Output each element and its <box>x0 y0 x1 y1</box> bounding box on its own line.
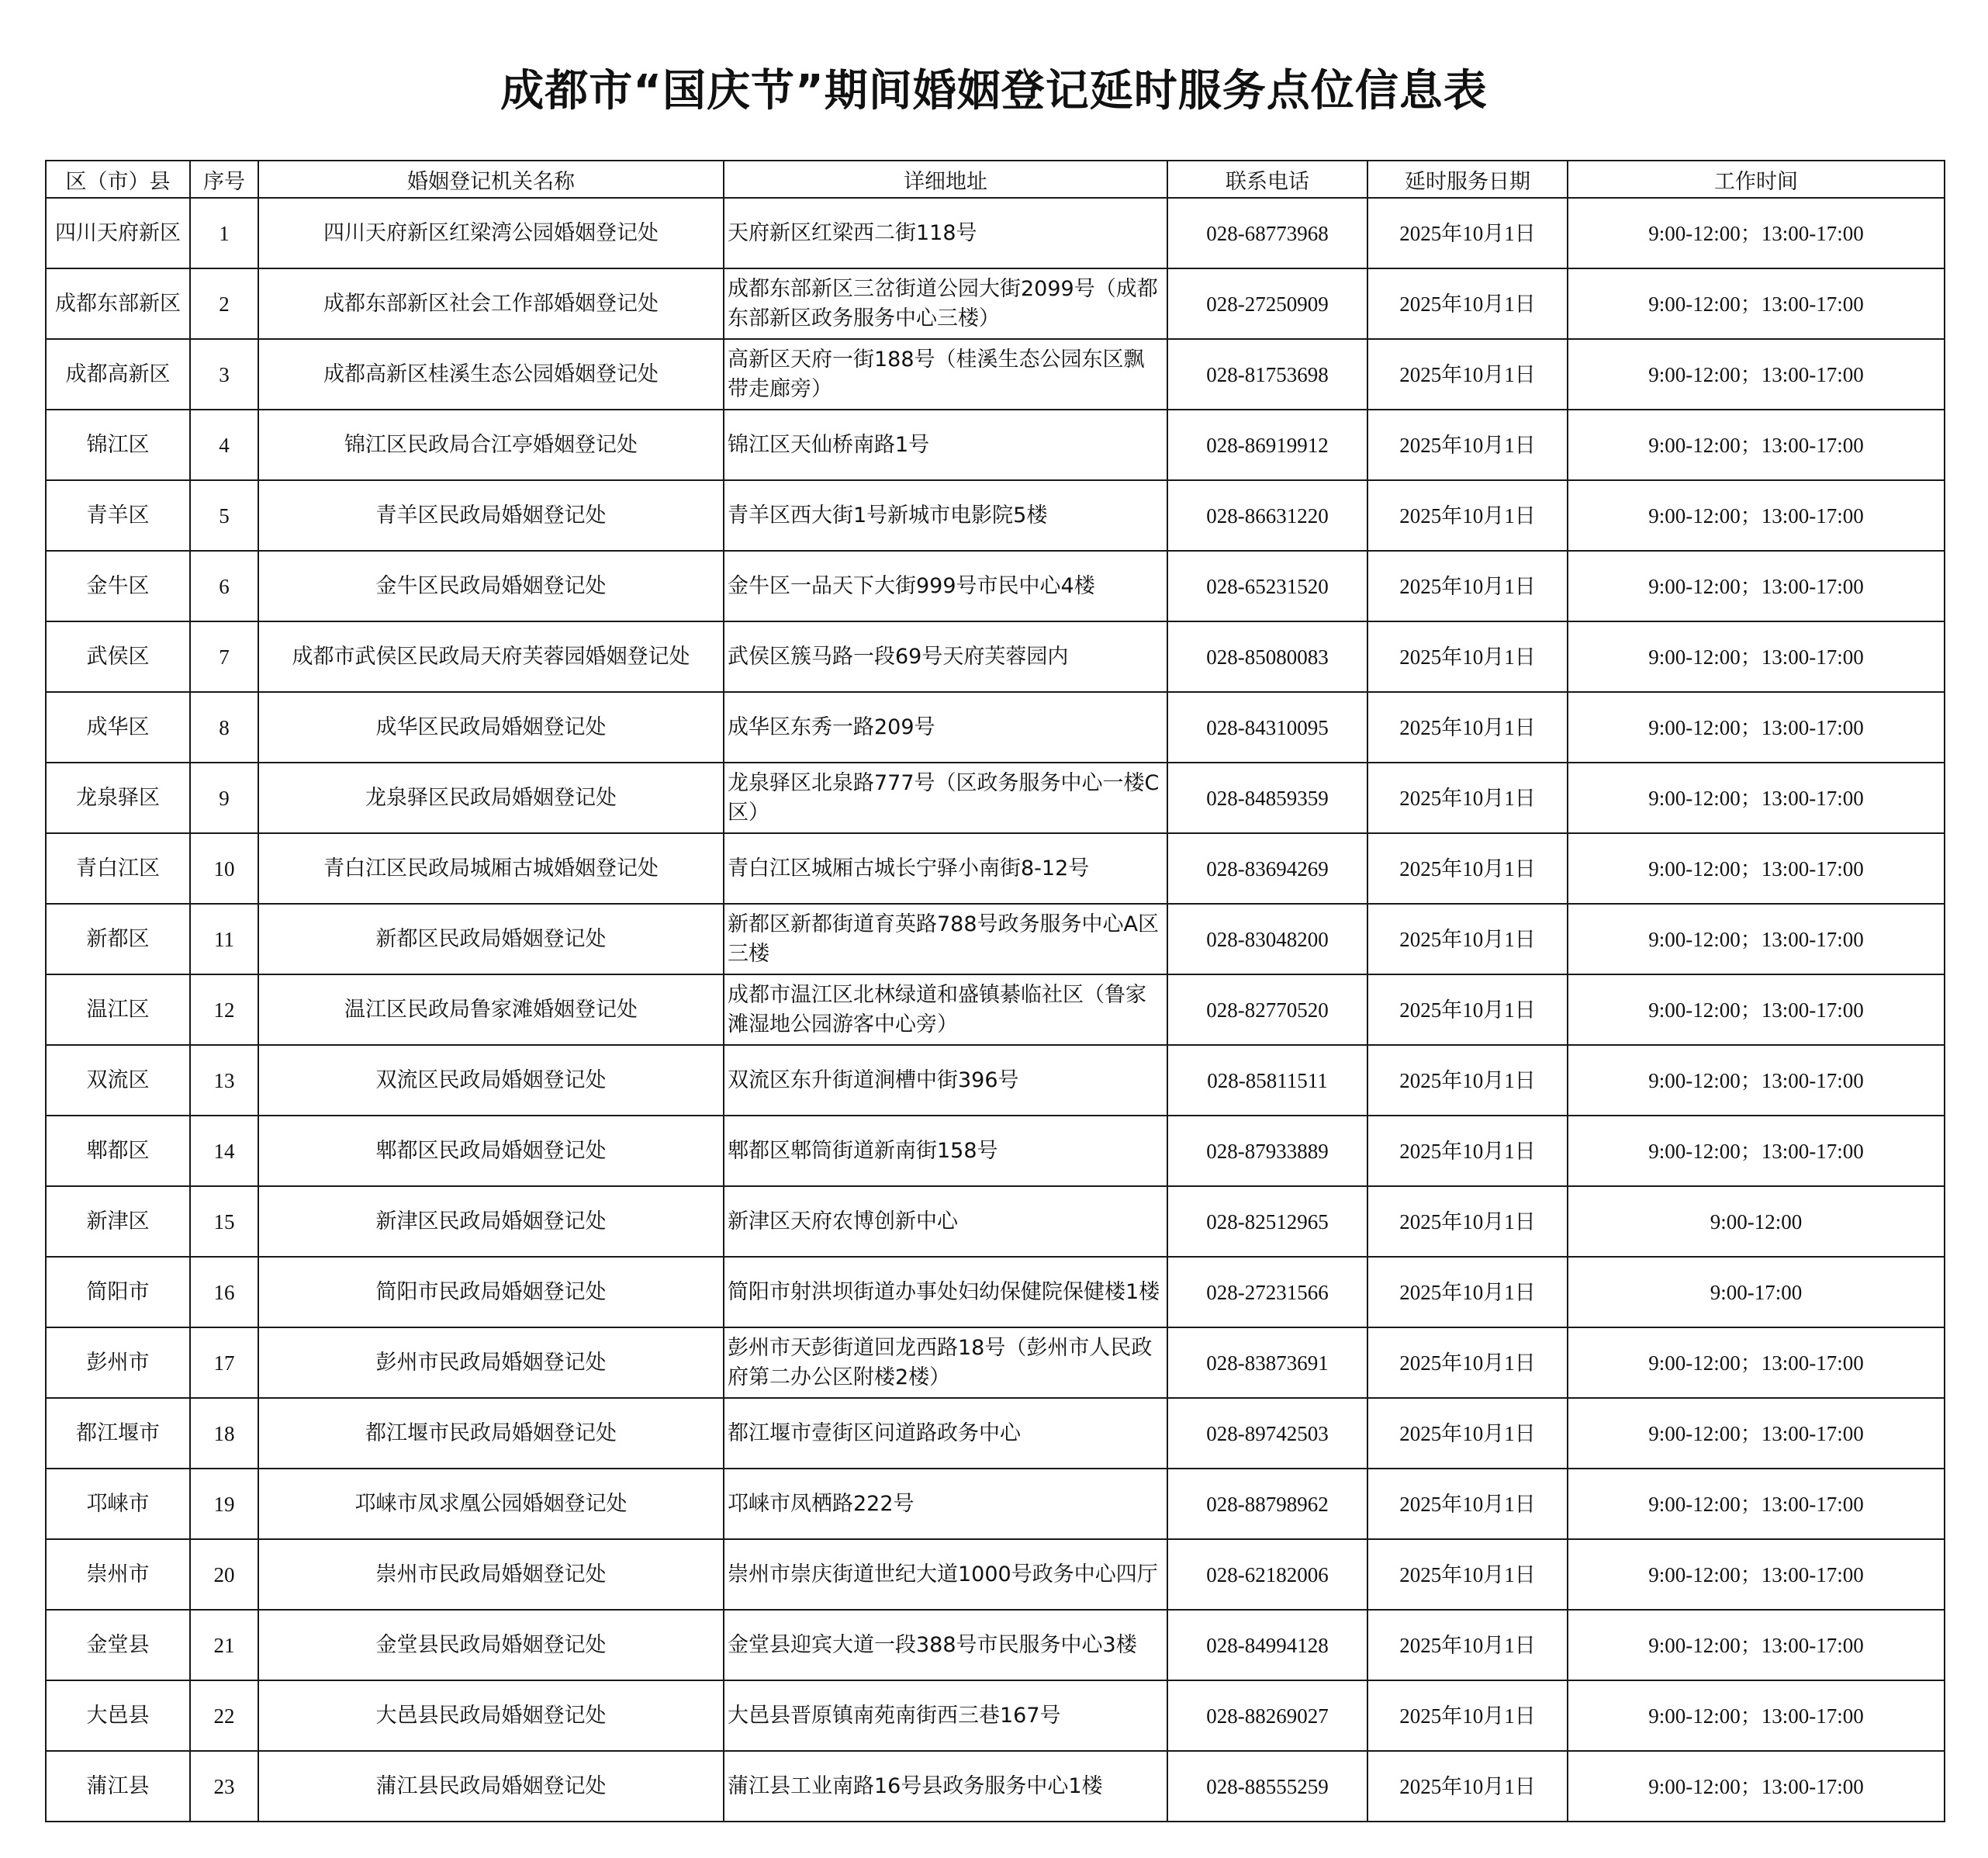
cell-address: 青羊区西大街1号新城市电影院5楼 <box>724 480 1167 551</box>
cell-district: 成华区 <box>46 692 190 763</box>
header-date: 延时服务日期 <box>1367 161 1568 198</box>
cell-district: 锦江区 <box>46 410 190 480</box>
table-row <box>46 621 1945 692</box>
cell-office: 金牛区民政局婚姻登记处 <box>258 551 724 621</box>
cell-office: 成华区民政局婚姻登记处 <box>258 692 724 763</box>
cell-date: 2025年10月1日 <box>1367 833 1568 904</box>
cell-hours: 9:00-12:00；13:00-17:00 <box>1568 268 1945 339</box>
table-row <box>46 480 1945 551</box>
cell-hours: 9:00-12:00；13:00-17:00 <box>1568 551 1945 621</box>
table-row <box>46 1469 1945 1539</box>
cell-hours: 9:00-12:00；13:00-17:00 <box>1568 410 1945 480</box>
cell-date: 2025年10月1日 <box>1367 1398 1568 1469</box>
header-phone: 联系电话 <box>1167 161 1367 198</box>
cell-date: 2025年10月1日 <box>1367 763 1568 833</box>
cell-hours: 9:00-12:00；13:00-17:00 <box>1568 198 1945 268</box>
cell-phone: 028-83873691 <box>1167 1327 1367 1398</box>
table-row <box>46 974 1945 1045</box>
cell-hours: 9:00-12:00；13:00-17:00 <box>1568 621 1945 692</box>
cell-phone: 028-84310095 <box>1167 692 1367 763</box>
cell-phone: 028-86919912 <box>1167 410 1367 480</box>
header-office: 婚姻登记机关名称 <box>258 161 724 198</box>
cell-date: 2025年10月1日 <box>1367 621 1568 692</box>
cell-phone: 028-88555259 <box>1167 1751 1367 1822</box>
cell-district: 金堂县 <box>46 1610 190 1680</box>
cell-phone: 028-62182006 <box>1167 1539 1367 1610</box>
cell-hours: 9:00-12:00；13:00-17:00 <box>1568 1539 1945 1610</box>
cell-phone: 028-88798962 <box>1167 1469 1367 1539</box>
table-row <box>46 1327 1945 1398</box>
cell-seq: 15 <box>190 1186 258 1257</box>
cell-date: 2025年10月1日 <box>1367 339 1568 410</box>
cell-district: 大邑县 <box>46 1680 190 1751</box>
cell-address: 都江堰市壹街区问道路政务中心 <box>724 1398 1167 1469</box>
page-title: 成都市“国庆节”期间婚姻登记延时服务点位信息表 <box>500 66 1488 116</box>
cell-address: 武侯区簇马路一段69号天府芙蓉园内 <box>724 621 1167 692</box>
cell-office: 温江区民政局鲁家滩婚姻登记处 <box>258 974 724 1045</box>
cell-hours: 9:00-12:00；13:00-17:00 <box>1568 1751 1945 1822</box>
table-row <box>46 763 1945 833</box>
cell-phone: 028-81753698 <box>1167 339 1367 410</box>
cell-district: 温江区 <box>46 974 190 1045</box>
cell-office: 大邑县民政局婚姻登记处 <box>258 1680 724 1751</box>
cell-address: 彭州市天彭街道回龙西路18号（彭州市人民政府第二办公区附楼2楼） <box>724 1327 1167 1398</box>
table-row <box>46 268 1945 339</box>
cell-district: 彭州市 <box>46 1327 190 1398</box>
table-row <box>46 1045 1945 1116</box>
cell-district: 郫都区 <box>46 1116 190 1186</box>
cell-office: 四川天府新区红梁湾公园婚姻登记处 <box>258 198 724 268</box>
cell-hours: 9:00-12:00；13:00-17:00 <box>1568 480 1945 551</box>
table-body <box>46 198 1945 1822</box>
table-row <box>46 904 1945 974</box>
cell-district: 武侯区 <box>46 621 190 692</box>
cell-date: 2025年10月1日 <box>1367 1751 1568 1822</box>
cell-date: 2025年10月1日 <box>1367 480 1568 551</box>
cell-seq: 12 <box>190 974 258 1045</box>
table-row <box>46 1751 1945 1822</box>
cell-address: 天府新区红梁西二街118号 <box>724 198 1167 268</box>
table-row <box>46 1257 1945 1327</box>
cell-seq: 22 <box>190 1680 258 1751</box>
cell-address: 简阳市射洪坝街道办事处妇幼保健院保健楼1楼 <box>724 1257 1167 1327</box>
cell-hours: 9:00-12:00；13:00-17:00 <box>1568 1469 1945 1539</box>
cell-seq: 13 <box>190 1045 258 1116</box>
cell-hours: 9:00-12:00；13:00-17:00 <box>1568 904 1945 974</box>
cell-office: 新津区民政局婚姻登记处 <box>258 1186 724 1257</box>
cell-hours: 9:00-12:00；13:00-17:00 <box>1568 339 1945 410</box>
cell-date: 2025年10月1日 <box>1367 268 1568 339</box>
table-row <box>46 692 1945 763</box>
cell-address: 高新区天府一街188号（桂溪生态公园东区飘带走廊旁） <box>724 339 1167 410</box>
table-row <box>46 339 1945 410</box>
cell-office: 崇州市民政局婚姻登记处 <box>258 1539 724 1610</box>
cell-district: 都江堰市 <box>46 1398 190 1469</box>
cell-address: 邛崃市凤栖路222号 <box>724 1469 1167 1539</box>
cell-date: 2025年10月1日 <box>1367 1610 1568 1680</box>
cell-phone: 028-27250909 <box>1167 268 1367 339</box>
cell-seq: 23 <box>190 1751 258 1822</box>
cell-hours: 9:00-12:00；13:00-17:00 <box>1568 1398 1945 1469</box>
cell-hours: 9:00-12:00；13:00-17:00 <box>1568 974 1945 1045</box>
cell-address: 金堂县迎宾大道一段388号市民服务中心3楼 <box>724 1610 1167 1680</box>
cell-district: 简阳市 <box>46 1257 190 1327</box>
cell-phone: 028-84859359 <box>1167 763 1367 833</box>
cell-hours: 9:00-12:00；13:00-17:00 <box>1568 1610 1945 1680</box>
cell-phone: 028-65231520 <box>1167 551 1367 621</box>
cell-office: 都江堰市民政局婚姻登记处 <box>258 1398 724 1469</box>
cell-seq: 6 <box>190 551 258 621</box>
cell-hours: 9:00-12:00；13:00-17:00 <box>1568 1327 1945 1398</box>
table-row <box>46 551 1945 621</box>
cell-district: 蒲江县 <box>46 1751 190 1822</box>
cell-office: 新都区民政局婚姻登记处 <box>258 904 724 974</box>
cell-seq: 5 <box>190 480 258 551</box>
cell-district: 崇州市 <box>46 1539 190 1610</box>
cell-date: 2025年10月1日 <box>1367 1257 1568 1327</box>
header-row <box>46 161 1945 198</box>
cell-hours: 9:00-17:00 <box>1568 1257 1945 1327</box>
cell-seq: 20 <box>190 1539 258 1610</box>
cell-address: 龙泉驿区北泉路777号（区政务服务中心一楼C区） <box>724 763 1167 833</box>
cell-address: 成都东部新区三岔街道公园大街2099号（成都东部新区政务服务中心三楼） <box>724 268 1167 339</box>
registration-table <box>45 160 1945 1822</box>
cell-office: 金堂县民政局婚姻登记处 <box>258 1610 724 1680</box>
cell-date: 2025年10月1日 <box>1367 410 1568 480</box>
table-row <box>46 1116 1945 1186</box>
cell-district: 青羊区 <box>46 480 190 551</box>
cell-date: 2025年10月1日 <box>1367 1186 1568 1257</box>
cell-address: 金牛区一品天下大街999号市民中心4楼 <box>724 551 1167 621</box>
cell-phone: 028-88269027 <box>1167 1680 1367 1751</box>
cell-office: 简阳市民政局婚姻登记处 <box>258 1257 724 1327</box>
cell-office: 双流区民政局婚姻登记处 <box>258 1045 724 1116</box>
cell-address: 新津区天府农博创新中心 <box>724 1186 1167 1257</box>
cell-phone: 028-86631220 <box>1167 480 1367 551</box>
cell-seq: 9 <box>190 763 258 833</box>
cell-seq: 10 <box>190 833 258 904</box>
cell-phone: 028-82770520 <box>1167 974 1367 1045</box>
table-row <box>46 1186 1945 1257</box>
cell-district: 双流区 <box>46 1045 190 1116</box>
cell-seq: 7 <box>190 621 258 692</box>
cell-hours: 9:00-12:00；13:00-17:00 <box>1568 763 1945 833</box>
cell-date: 2025年10月1日 <box>1367 1680 1568 1751</box>
table-header <box>46 161 1945 198</box>
cell-date: 2025年10月1日 <box>1367 974 1568 1045</box>
cell-seq: 8 <box>190 692 258 763</box>
cell-district: 邛崃市 <box>46 1469 190 1539</box>
cell-phone: 028-83694269 <box>1167 833 1367 904</box>
cell-date: 2025年10月1日 <box>1367 1116 1568 1186</box>
table-row <box>46 1398 1945 1469</box>
cell-district: 金牛区 <box>46 551 190 621</box>
cell-seq: 16 <box>190 1257 258 1327</box>
cell-hours: 9:00-12:00；13:00-17:00 <box>1568 1045 1945 1116</box>
cell-seq: 3 <box>190 339 258 410</box>
table-row <box>46 1610 1945 1680</box>
cell-date: 2025年10月1日 <box>1367 551 1568 621</box>
cell-hours: 9:00-12:00；13:00-17:00 <box>1568 833 1945 904</box>
cell-address: 双流区东升街道涧槽中街396号 <box>724 1045 1167 1116</box>
cell-district: 新都区 <box>46 904 190 974</box>
cell-seq: 11 <box>190 904 258 974</box>
cell-address: 崇州市崇庆街道世纪大道1000号政务中心四厅 <box>724 1539 1167 1610</box>
cell-district: 新津区 <box>46 1186 190 1257</box>
cell-date: 2025年10月1日 <box>1367 1327 1568 1398</box>
cell-phone: 028-84994128 <box>1167 1610 1367 1680</box>
cell-district: 成都东部新区 <box>46 268 190 339</box>
cell-office: 青白江区民政局城厢古城婚姻登记处 <box>258 833 724 904</box>
cell-address: 锦江区天仙桥南路1号 <box>724 410 1167 480</box>
cell-address: 成都市温江区北林绿道和盛镇綦临社区（鲁家滩湿地公园游客中心旁） <box>724 974 1167 1045</box>
header-address: 详细地址 <box>724 161 1167 198</box>
header-district: 区（市）县 <box>46 161 190 198</box>
cell-office: 成都市武侯区民政局天府芙蓉园婚姻登记处 <box>258 621 724 692</box>
cell-seq: 21 <box>190 1610 258 1680</box>
cell-phone: 028-85811511 <box>1167 1045 1367 1116</box>
cell-office: 成都东部新区社会工作部婚姻登记处 <box>258 268 724 339</box>
cell-office: 郫都区民政局婚姻登记处 <box>258 1116 724 1186</box>
cell-date: 2025年10月1日 <box>1367 198 1568 268</box>
cell-address: 蒲江县工业南路16号县政务服务中心1楼 <box>724 1751 1167 1822</box>
cell-phone: 028-27231566 <box>1167 1257 1367 1327</box>
cell-district: 四川天府新区 <box>46 198 190 268</box>
cell-phone: 028-83048200 <box>1167 904 1367 974</box>
table-row <box>46 833 1945 904</box>
cell-office: 龙泉驿区民政局婚姻登记处 <box>258 763 724 833</box>
cell-phone: 028-89742503 <box>1167 1398 1367 1469</box>
table-row <box>46 1539 1945 1610</box>
cell-seq: 19 <box>190 1469 258 1539</box>
cell-seq: 18 <box>190 1398 258 1469</box>
cell-seq: 1 <box>190 198 258 268</box>
table-row <box>46 198 1945 268</box>
cell-district: 青白江区 <box>46 833 190 904</box>
cell-seq: 14 <box>190 1116 258 1186</box>
cell-phone: 028-82512965 <box>1167 1186 1367 1257</box>
cell-date: 2025年10月1日 <box>1367 1539 1568 1610</box>
cell-phone: 028-85080083 <box>1167 621 1367 692</box>
cell-phone: 028-68773968 <box>1167 198 1367 268</box>
header-hours: 工作时间 <box>1568 161 1945 198</box>
cell-hours: 9:00-12:00 <box>1568 1186 1945 1257</box>
cell-address: 青白江区城厢古城长宁驿小南街8-12号 <box>724 833 1167 904</box>
header-seq: 序号 <box>190 161 258 198</box>
cell-address: 大邑县晋原镇南苑南街西三巷167号 <box>724 1680 1167 1751</box>
cell-office: 蒲江县民政局婚姻登记处 <box>258 1751 724 1822</box>
cell-hours: 9:00-12:00；13:00-17:00 <box>1568 1680 1945 1751</box>
cell-office: 邛崃市凤求凰公园婚姻登记处 <box>258 1469 724 1539</box>
cell-office: 青羊区民政局婚姻登记处 <box>258 480 724 551</box>
cell-office: 彭州市民政局婚姻登记处 <box>258 1327 724 1398</box>
cell-seq: 4 <box>190 410 258 480</box>
cell-date: 2025年10月1日 <box>1367 692 1568 763</box>
cell-address: 成华区东秀一路209号 <box>724 692 1167 763</box>
cell-address: 新都区新都街道育英路788号政务服务中心A区三楼 <box>724 904 1167 974</box>
cell-hours: 9:00-12:00；13:00-17:00 <box>1568 1116 1945 1186</box>
cell-date: 2025年10月1日 <box>1367 1045 1568 1116</box>
cell-district: 成都高新区 <box>46 339 190 410</box>
table-row <box>46 1680 1945 1751</box>
cell-seq: 17 <box>190 1327 258 1398</box>
cell-date: 2025年10月1日 <box>1367 904 1568 974</box>
cell-phone: 028-87933889 <box>1167 1116 1367 1186</box>
cell-district: 龙泉驿区 <box>46 763 190 833</box>
cell-address: 郫都区郫筒街道新南街158号 <box>724 1116 1167 1186</box>
cell-hours: 9:00-12:00；13:00-17:00 <box>1568 692 1945 763</box>
table-row <box>46 410 1945 480</box>
cell-office: 成都高新区桂溪生态公园婚姻登记处 <box>258 339 724 410</box>
cell-date: 2025年10月1日 <box>1367 1469 1568 1539</box>
cell-seq: 2 <box>190 268 258 339</box>
cell-office: 锦江区民政局合江亭婚姻登记处 <box>258 410 724 480</box>
